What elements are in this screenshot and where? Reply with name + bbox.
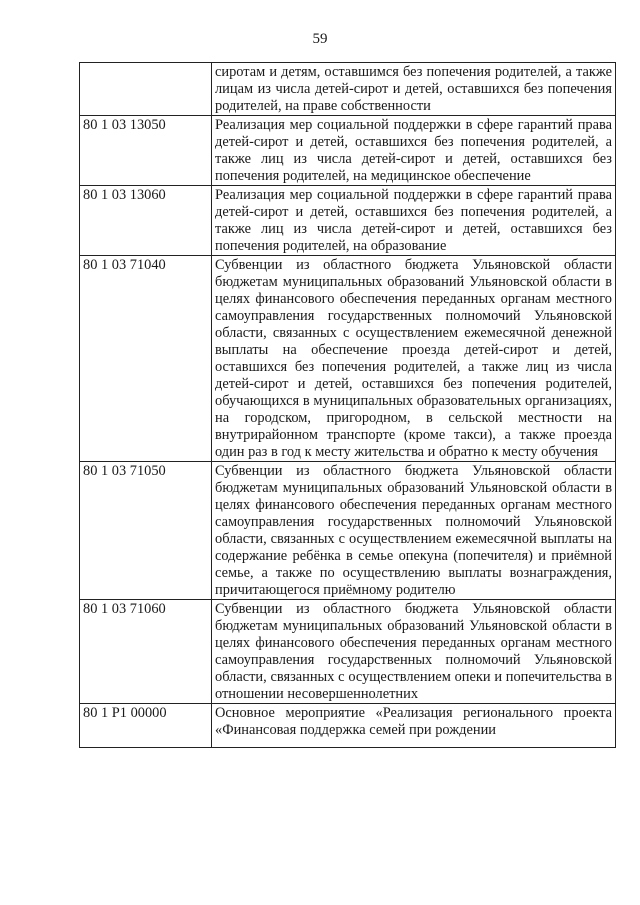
description-cell: сиротам и детям, оставшимся без попечения родителей, а также лицам из числа детей-сирот и детей, оставшихся без попечения родителей, на праве собственности [212,63,616,116]
description-cell: Субвенции из областного бюджета Ульяновской области бюджетам муниципальных образований Ульяновской области в целях финансового обеспечения переданных органам местного самоуправления государственных полномочий Ульяновской области, связанных с осуществлением опеки и попечительства в отношении несовершеннолетних [212,600,616,704]
table-row [80,704,616,748]
table-row [80,462,616,600]
description-cell: Реализация мер социальной поддержки в сфере гарантий права детей-сирот и детей, оставшихся без попечения родителей, а также лиц из числа детей-сирот и детей, оставшихся без попечения родителей, на образование [212,186,616,256]
description-cell: Реализация мер социальной поддержки в сфере гарантий права детей-сирот и детей, оставшихся без попечения родителей, а также лиц из числа детей-сирот и детей, оставшихся без попечения родителей, на медицинское обеспечение [212,116,616,186]
description-cell: Основное мероприятие «Реализация регионального проекта «Финансовая поддержка семей при рождении [212,704,616,748]
table-row [80,116,616,186]
code-cell: 80 1 P1 00000 [80,704,212,748]
budget-classification-table [79,62,616,748]
table-row [80,600,616,704]
code-cell: 80 1 03 71060 [80,600,212,704]
table-row [80,63,616,116]
description-cell: Субвенции из областного бюджета Ульяновской области бюджетам муниципальных образований Ульяновской области в целях финансового обеспечения переданных органам местного самоуправления государственных полномочий Ульяновской области, связанных с осуществлением ежемесячной денежной выплаты на обеспечение проезда детей-сирот и детей, оставшихся без попечения родителей, а также лиц из числа детей-сирот и детей, оставшихся без попечения родителей, обучающихся в муниципальных образовательных организациях, на городском, пригородном, в сельской местности на внутрирайонном транспорте (кроме такси), а также проезда один раз в год к месту жительства и обратно к месту обучения [212,256,616,462]
description-cell: Субвенции из областного бюджета Ульяновской области бюджетам муниципальных образований Ульяновской области в целях финансового обеспечения переданных органам местного самоуправления государственных полномочий Ульяновской области, связанных с осуществлением ежемесячной выплаты на содержание ребёнка в семье опекуна (попечителя) и приёмной семье, а также по осуществлению выплаты вознаграждения, причитающегося приёмному родителю [212,462,616,600]
code-cell: 80 1 03 13050 [80,116,212,186]
code-cell: 80 1 03 71040 [80,256,212,462]
page-number: 59 [312,31,328,47]
table-row [80,186,616,256]
code-cell: 80 1 03 71050 [80,462,212,600]
table-row [80,256,616,462]
code-cell [80,63,212,116]
code-cell: 80 1 03 13060 [80,186,212,256]
